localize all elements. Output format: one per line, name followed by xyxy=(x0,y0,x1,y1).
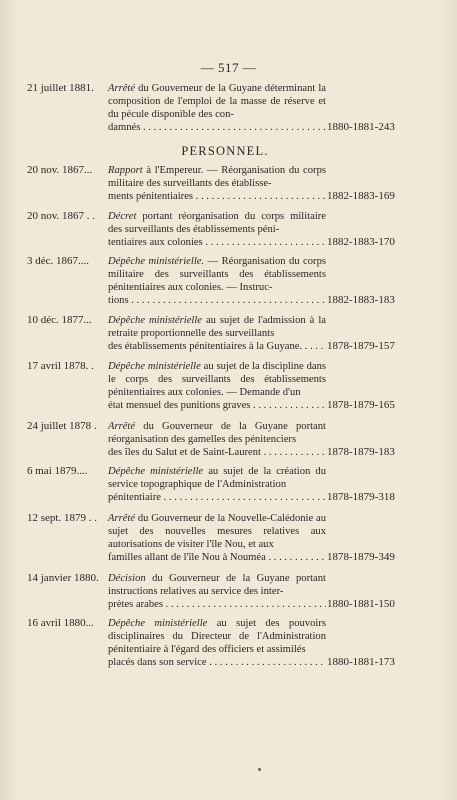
entry-type: Arrêté xyxy=(108,421,136,432)
entry-description xyxy=(108,617,326,669)
entry-type: Décision xyxy=(108,573,146,584)
entry-date: 20 nov. 1867... xyxy=(27,164,93,176)
entry-type: Dépêche ministérielle xyxy=(108,361,201,372)
entry-tail: état mensuel des punitions graves . . . xyxy=(108,399,326,412)
entry-body: du Gouverneur de la Nouvelle-Calédonie au sujet des nouvelles mesures relatives aux autorisations de visiter l'île Nou, et aux xyxy=(108,513,326,550)
entry-reference: 1878-1879-349 xyxy=(327,551,395,563)
entry-body: portant réorganisation du corps militaire des surveillants des établissements péni- xyxy=(108,211,326,235)
entry-tail: placés dans son service . . . xyxy=(108,656,326,669)
entry-body: du Gouverneur de la Guyane portant réorganisation des gamelles des pénitenciers xyxy=(108,421,326,445)
entry-tail: des établissements pénitentiaires à la Guyane. . . . xyxy=(108,340,326,353)
entry-type: Décret xyxy=(108,211,137,222)
print-mark xyxy=(258,768,261,771)
entry-description xyxy=(108,420,326,459)
entry-date: 6 mai 1879.... xyxy=(27,465,88,477)
entry-tail: pénitentiaire . . . xyxy=(108,491,326,504)
entry-tail: prètes arabes . . . xyxy=(108,598,326,611)
entry-date: 16 avril 1880... xyxy=(27,617,94,629)
entry-description xyxy=(108,360,326,412)
entry-reference: 1880-1881-173 xyxy=(327,656,395,668)
entry-description xyxy=(108,210,326,249)
entry-description xyxy=(108,314,326,353)
entry-date: 20 nov. 1867 . . xyxy=(27,210,96,222)
entry-body: du Gouverneur de la Guyane portant instructions relatives au service des inter- xyxy=(108,573,326,597)
entry-description xyxy=(108,572,326,611)
entry-date: 10 déc. 1877... xyxy=(27,314,92,326)
entry-tail: des îles du Salut et de Saint-Laurent . . . xyxy=(108,446,326,459)
entry-type: Arrêté xyxy=(108,83,136,94)
entry-type: Rapport xyxy=(108,165,143,176)
entry-reference: 1878-1879-318 xyxy=(327,491,395,503)
entry-date: 12 sept. 1879 . . xyxy=(27,512,97,524)
entry-reference: 1882-1883-183 xyxy=(327,294,395,306)
entry-reference: 1880-1881-243 xyxy=(327,121,395,133)
entry-tail: damnés . . . xyxy=(108,121,326,134)
entry-description xyxy=(108,255,326,307)
entry-reference: 1882-1883-170 xyxy=(327,236,395,248)
entry-description xyxy=(108,465,326,504)
entry-date: 14 janvier 1880. xyxy=(27,572,99,584)
entry-body: au sujet des pouvoirs disciplinaires du Directeur de l'Administration pénitentiaire à l'égard des officiers et assimilés xyxy=(108,618,326,655)
entry-description xyxy=(108,512,326,564)
entry-date: 17 avril 1878. . xyxy=(27,360,94,372)
page-number: — 517 — xyxy=(200,60,257,75)
entry-reference: 1882-1883-169 xyxy=(327,190,395,202)
entry-reference: 1878-1879-183 xyxy=(327,446,395,458)
entry-type: Arrêté xyxy=(108,513,136,524)
entry-reference: 1878-1879-157 xyxy=(327,340,395,352)
entry-body: au sujet de la création du service topographique de l'Administration xyxy=(108,466,326,490)
entry-body: au sujet de l'admission à la retraite proportionnelle des surveillants xyxy=(108,315,326,339)
entry-description xyxy=(108,82,326,134)
entry-date: 24 juillet 1878 . xyxy=(27,420,97,432)
entry-reference: 1878-1879-165 xyxy=(327,399,395,411)
entry-body: du Gouverneur de la Guyane déterminant la composition de l'emploi de la masse de réserve et du pécule disponible des con- xyxy=(108,83,326,120)
entry-type: Dépêche ministérielle. xyxy=(108,256,205,267)
entry-type: Dépêche ministérielle xyxy=(108,315,202,326)
entry-tail: tions . . . xyxy=(108,294,326,307)
entry-tail: ments pénitentiaires . . . xyxy=(108,190,326,203)
section-title: PERSONNEL. xyxy=(181,144,269,158)
entry-reference: 1880-1881-150 xyxy=(327,598,395,610)
entry-type: Dépêche ministérielle xyxy=(108,618,208,629)
entry-date: 21 juillet 1881. xyxy=(27,82,94,94)
entry-body: au sujet de la discipline dans le corps des surveillants des établissements pénitentiaires aux colonies. — Demande d'un xyxy=(108,361,326,398)
entry-tail: familles allant de l'île Nou à Nouméa . . . xyxy=(108,551,326,564)
entry-type: Dépêche ministérielle xyxy=(108,466,204,477)
entry-date: 3 déc. 1867.... xyxy=(27,255,90,267)
entry-description xyxy=(108,164,326,203)
entry-tail: tentiaires aux colonies . . . xyxy=(108,236,326,249)
entry-body: — Réorganisation du corps militaire des surveillants des établissements pénitentiaires aux colonies. — Instruc- xyxy=(108,256,326,293)
entry-body: à l'Empereur. — Réorganisation du corps militaire des surveillants des établisse- xyxy=(108,165,326,189)
